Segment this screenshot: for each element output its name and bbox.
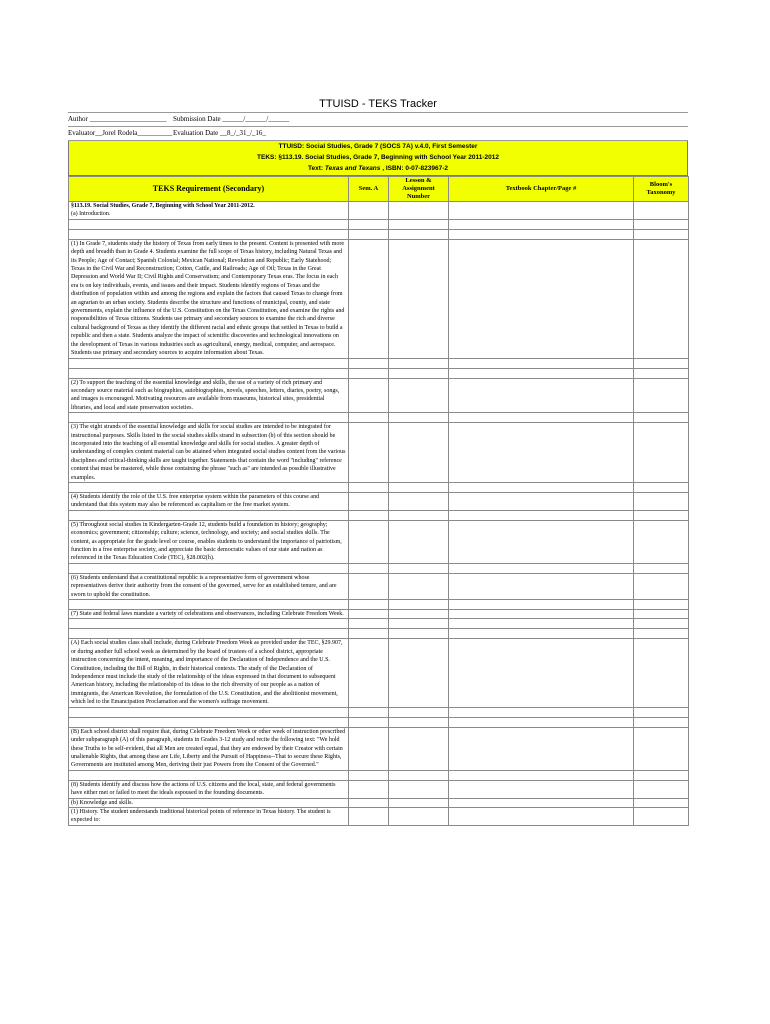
empty-cell[interactable] <box>69 770 349 780</box>
header-textbook-chapter: Textbook Chapter/Page # <box>449 177 634 202</box>
empty-cell[interactable] <box>349 413 389 423</box>
empty-cell[interactable] <box>449 510 634 520</box>
empty-row <box>69 219 689 229</box>
evaluator-field: Evaluator__Jorel Rodela__________ <box>68 129 173 137</box>
empty-cell[interactable] <box>349 510 389 520</box>
empty-cell[interactable] <box>69 510 349 520</box>
author-field: Author ______________________ <box>68 115 167 123</box>
table-row <box>69 573 689 599</box>
teks-requirement-cell <box>69 202 349 220</box>
empty-cell[interactable] <box>69 358 349 368</box>
sem-a-cell[interactable] <box>349 239 389 358</box>
teks-requirement-cell <box>69 639 349 707</box>
empty-cell[interactable] <box>389 413 449 423</box>
empty-cell[interactable] <box>389 510 449 520</box>
sem-a-cell[interactable] <box>349 520 389 563</box>
table-row <box>69 639 689 707</box>
empty-row <box>69 600 689 610</box>
teks-requirement-cell <box>69 378 349 413</box>
banner-teks-line: TEKS: §113.19. Social Studies, Grade 7, Beginning with School Year 2011-2012 <box>257 154 499 161</box>
blooms-cell[interactable] <box>634 520 689 563</box>
submission-date-field: Submission Date ______/______/______ <box>173 115 290 123</box>
blooms-cell[interactable] <box>634 378 689 413</box>
blooms-cell[interactable] <box>634 423 689 483</box>
empty-cell[interactable] <box>449 563 634 573</box>
blooms-cell[interactable] <box>634 492 689 510</box>
empty-cell[interactable] <box>349 358 389 368</box>
empty-cell[interactable] <box>69 219 349 229</box>
table-row <box>69 780 689 798</box>
empty-row <box>69 482 689 492</box>
empty-cell[interactable] <box>634 717 689 727</box>
teks-requirement-cell <box>69 423 349 483</box>
table-row <box>69 202 689 220</box>
empty-cell[interactable] <box>389 619 449 629</box>
empty-cell[interactable] <box>449 770 634 780</box>
textbook-cell[interactable] <box>449 378 634 413</box>
lesson-cell[interactable] <box>389 239 449 358</box>
header-blooms-taxonomy: Bloom's Taxonomy <box>634 177 689 202</box>
sem-a-cell[interactable] <box>349 423 389 483</box>
lesson-cell[interactable] <box>389 378 449 413</box>
course-banner <box>68 141 688 176</box>
empty-cell[interactable] <box>634 510 689 520</box>
empty-row <box>69 717 689 727</box>
teks-requirement-cell <box>69 239 349 358</box>
empty-row <box>69 563 689 573</box>
sem-a-cell[interactable] <box>349 780 389 798</box>
empty-cell[interactable] <box>349 629 389 639</box>
blooms-cell[interactable] <box>634 780 689 798</box>
textbook-cell[interactable] <box>449 239 634 358</box>
empty-cell[interactable] <box>634 368 689 378</box>
lesson-cell[interactable] <box>389 807 449 825</box>
textbook-cell[interactable] <box>449 202 634 220</box>
sem-a-cell[interactable] <box>349 378 389 413</box>
table-row <box>69 727 689 770</box>
empty-cell[interactable] <box>634 600 689 610</box>
table-row <box>69 798 689 807</box>
empty-cell[interactable] <box>389 229 449 239</box>
lesson-cell[interactable] <box>389 798 449 807</box>
textbook-cell[interactable] <box>449 423 634 483</box>
teks-requirement-cell <box>69 780 349 798</box>
empty-cell[interactable] <box>634 413 689 423</box>
header-lesson-assignment: Lesson & Assignment Number <box>389 177 449 202</box>
lesson-cell[interactable] <box>389 423 449 483</box>
requirement-text: (7) State and federal laws mandate a variety of celebrations and observances, including Celebrate Freedom Week. <box>71 611 344 618</box>
textbook-cell[interactable] <box>449 727 634 770</box>
requirement-text: (1) History. The student understands traditional historical points of reference in Texas history. The student is expected to: <box>71 808 331 824</box>
empty-cell[interactable] <box>349 717 389 727</box>
teks-requirement-cell <box>69 727 349 770</box>
empty-row <box>69 413 689 423</box>
empty-cell[interactable] <box>449 482 634 492</box>
banner-text-line <box>69 163 687 174</box>
empty-row <box>69 707 689 717</box>
sem-a-cell[interactable] <box>349 492 389 510</box>
empty-cell[interactable] <box>449 219 634 229</box>
textbook-cell[interactable] <box>449 610 634 619</box>
blooms-cell[interactable] <box>634 807 689 825</box>
empty-cell[interactable] <box>389 563 449 573</box>
textbook-cell[interactable] <box>449 520 634 563</box>
requirement-text: (6) Students understand that a constitutional republic is a representative form of government whose representatives derive their authority from the consent of the governed, serve for an established tenure, and are sworn to uphold the constitution. <box>71 574 337 598</box>
empty-cell[interactable] <box>389 482 449 492</box>
empty-cell[interactable] <box>449 229 634 239</box>
empty-cell[interactable] <box>349 619 389 629</box>
author-row <box>68 112 688 127</box>
table-row <box>69 378 689 413</box>
empty-cell[interactable] <box>349 770 389 780</box>
blooms-cell[interactable] <box>634 727 689 770</box>
lesson-cell[interactable] <box>389 780 449 798</box>
textbook-cell[interactable] <box>449 780 634 798</box>
sem-a-cell[interactable] <box>349 798 389 807</box>
table-row <box>69 807 689 825</box>
empty-cell[interactable] <box>349 368 389 378</box>
blooms-cell[interactable] <box>634 610 689 619</box>
empty-cell[interactable] <box>349 600 389 610</box>
header-teks-requirement: TEKS Requirement (Secondary) <box>69 177 349 202</box>
empty-cell[interactable] <box>349 707 389 717</box>
teks-requirement-cell <box>69 492 349 510</box>
evaluator-row <box>68 127 688 141</box>
banner-text-isbn: , ISBN: 0-07-823967-2 <box>380 165 448 172</box>
empty-cell[interactable] <box>69 229 349 239</box>
blooms-cell[interactable] <box>634 573 689 599</box>
empty-cell[interactable] <box>389 629 449 639</box>
empty-cell[interactable] <box>449 358 634 368</box>
empty-cell[interactable] <box>449 707 634 717</box>
requirement-text: (8) Students identify and discuss how the actions of U.S. citizens and the local, state, and federal governments have either met or failed to meet the ideals espoused in the founding documents. <box>71 781 336 797</box>
sem-a-cell[interactable] <box>349 610 389 619</box>
empty-cell[interactable] <box>389 717 449 727</box>
empty-cell[interactable] <box>389 707 449 717</box>
table-header-row <box>69 177 689 202</box>
empty-cell[interactable] <box>69 629 349 639</box>
empty-cell[interactable] <box>349 482 389 492</box>
empty-cell[interactable] <box>389 219 449 229</box>
empty-cell[interactable] <box>69 600 349 610</box>
teks-requirement-cell <box>69 798 349 807</box>
lesson-cell[interactable] <box>389 639 449 707</box>
empty-cell[interactable] <box>69 707 349 717</box>
sem-a-cell[interactable] <box>349 727 389 770</box>
teks-table <box>68 176 689 826</box>
teks-requirement-cell <box>69 520 349 563</box>
banner-text-prefix: Text: <box>308 165 325 172</box>
empty-cell[interactable] <box>634 482 689 492</box>
empty-cell[interactable] <box>389 600 449 610</box>
teks-requirement-cell <box>69 807 349 825</box>
empty-cell[interactable] <box>634 219 689 229</box>
lesson-cell[interactable] <box>389 727 449 770</box>
sem-a-cell[interactable] <box>349 639 389 707</box>
empty-cell[interactable] <box>69 717 349 727</box>
empty-cell[interactable] <box>634 229 689 239</box>
empty-cell[interactable] <box>389 358 449 368</box>
empty-cell[interactable] <box>449 413 634 423</box>
empty-cell[interactable] <box>389 770 449 780</box>
teks-tracker-sheet <box>68 112 688 826</box>
lesson-cell[interactable] <box>389 202 449 220</box>
empty-cell[interactable] <box>349 229 389 239</box>
lesson-cell[interactable] <box>389 573 449 599</box>
empty-cell[interactable] <box>449 619 634 629</box>
requirement-text: (B) Each school district shall require that, during Celebrate Freedom Week or other week of instruction prescribed under subparagraph (A) of this paragraph, students in Grades 3-12 study and recite the following text: "We hold these Truths to be self-evident, that all Men are created equal, that they are endowed by their Creator with certain unalienable Rights, that among these are Life, Liberty and the Pursuit of Happiness--That to secure these Rights, Governments are instituted among Men, deriving their just Powers from the Consent of the Governed." <box>71 728 346 769</box>
empty-row <box>69 510 689 520</box>
requirement-text: (5) Throughout social studies in Kindergarten-Grade 12, students build a foundation in history; geography; economics; government; citizenship; culture; science, technology, and society; and social studies skills. The content, as appropriate for the grade level or course, enables students to understand the importance of patriotism, function in a free enterprise society, and appreciate the basic democratic values of our state and nation as referenced in the Texas Education Code (TEC), §28.002(h). <box>71 521 342 562</box>
empty-cell[interactable] <box>634 629 689 639</box>
textbook-cell[interactable] <box>449 798 634 807</box>
empty-row <box>69 229 689 239</box>
requirement-text: (A) Each social studies class shall include, during Celebrate Freedom Week as provided under the TEC, §29.907, or during another full school week as determined by the board of trustees of a school district, appropriate instruction concerning the intent, meaning, and importance of the Declaration of Independence and the U.S. Constitution, including the Bill of Rights, in their historical contexts. The study of the Declaration of Independence must include the study of the relationship of the ideas expressed in that document to subsequent American history, including the relationship of its ideas to the rich diversity of our people as a nation of immigrants, the American Revolution, the formulation of the U.S. Constitution, and the abolitionist movement, which led to the Emancipation Proclamation and the women's suffrage movement. <box>71 640 343 706</box>
requirement-text: (2) To support the teaching of the essential knowledge and skills, the use of a variety of rich primary and secondary source material such as biographies, autobiographies, novels, speeches, letters, diaries, poetry, songs, and images is encouraged. Motivating resources are available from museums, historical sites, presidential libraries, and local and state preservation societies. <box>71 379 340 411</box>
sem-a-cell[interactable] <box>349 573 389 599</box>
table-row <box>69 520 689 563</box>
requirement-text: (b) Knowledge and skills. <box>71 799 133 806</box>
lesson-cell[interactable] <box>389 520 449 563</box>
requirement-text: (3) The eight strands of the essential knowledge and skills for social studies are intended to be integrated for instructional purposes. Skills listed in the social studies skills strand in subsection (b) of this section should be incorporated into the teaching of all essential knowledge and skills for social studies. A greater depth of understanding of complex content material can be attained when integrated social studies content from the various disciplines and critical-thinking skills are taught together. Statements that contain the word "including" reference content that must be mastered, while those containing the phrase "such as" are intended as possible illustrative examples. <box>71 424 346 481</box>
empty-row <box>69 770 689 780</box>
empty-cell[interactable] <box>349 563 389 573</box>
empty-cell[interactable] <box>69 482 349 492</box>
empty-cell[interactable] <box>69 619 349 629</box>
requirement-text: (4) Students identify the role of the U.S. free enterprise system within the parameters of this course and understand that this system may also be referenced as capitalism or the free market system. <box>71 493 320 509</box>
banner-course-line: TTUISD: Social Studies, Grade 7 (SOCS 7A) v.4.0, First Semester <box>278 143 478 150</box>
empty-cell[interactable] <box>69 563 349 573</box>
empty-cell[interactable] <box>449 600 634 610</box>
empty-cell[interactable] <box>69 368 349 378</box>
table-row <box>69 239 689 358</box>
textbook-cell[interactable] <box>449 573 634 599</box>
lesson-cell[interactable] <box>389 492 449 510</box>
header-sem-a: Sem. A <box>349 177 389 202</box>
blooms-cell[interactable] <box>634 639 689 707</box>
blooms-cell[interactable] <box>634 202 689 220</box>
empty-cell[interactable] <box>69 413 349 423</box>
sem-a-cell[interactable] <box>349 807 389 825</box>
textbook-cell[interactable] <box>449 492 634 510</box>
empty-row <box>69 358 689 368</box>
sem-a-cell[interactable] <box>349 202 389 220</box>
textbook-cell[interactable] <box>449 807 634 825</box>
evaluation-date-field: Evaluation Date __8_/_31_/_16_ <box>173 129 266 137</box>
requirement-text: §113.19. Social Studies, Grade 7, Beginning with School Year 2011-2012. <box>71 203 255 209</box>
empty-cell[interactable] <box>634 358 689 368</box>
lesson-cell[interactable] <box>389 610 449 619</box>
empty-cell[interactable] <box>449 368 634 378</box>
blooms-cell[interactable] <box>634 798 689 807</box>
banner-text-title: Texas and Texans <box>324 165 381 172</box>
requirement-text: (1) In Grade 7, students study the history of Texas from early times to the present. Content is presented with more depth and breadth than in Grade 4. Students examine the full scope of Texas history, including Natural Texas and its People; Age of Contact; Spanish Colonial; Mexican National; Revolution and Republic; Early Statehood; Texas in the Civil War and Reconstruction; Cotton, Cattle, and Railroads; Age of Oil; Texas in the Great Depression and World War II; Civil Rights and Conservatism; and Contemporary Texas eras. The focus in each era is on key individuals, events, and issues and their impact. Students identify regions of Texas and the distribution of population within and among the regions and explain the factors that caused Texas to change from an agrarian to an urban society. Students describe the structure and functions of municipal, county, and state governments, explain the influence of the U.S. Constitution on the Texas Constitution, and examine the rights and responsibilities of Texas citizens. Students use primary and secondary sources to examine the rich and diverse cultural background of Texas as they identify the different racial and ethnic groups that settled in Texas to build a republic and then a state. Students analyze the impact of scientific discoveries and technological innovations on the development of Texas in various industries such as agricultural, energy, medical, computer, and aerospace. Students use primary and secondary sources to acquire information about Texas. <box>71 240 345 357</box>
empty-cell[interactable] <box>349 219 389 229</box>
table-row <box>69 492 689 510</box>
empty-cell[interactable] <box>634 563 689 573</box>
textbook-cell[interactable] <box>449 639 634 707</box>
requirement-text: (a) Introduction. <box>71 211 111 218</box>
empty-row <box>69 368 689 378</box>
empty-cell[interactable] <box>449 717 634 727</box>
empty-cell[interactable] <box>449 629 634 639</box>
table-row <box>69 423 689 483</box>
empty-cell[interactable] <box>634 707 689 717</box>
empty-cell[interactable] <box>634 619 689 629</box>
table-row <box>69 610 689 619</box>
teks-requirement-cell <box>69 573 349 599</box>
empty-cell[interactable] <box>634 770 689 780</box>
empty-row <box>69 619 689 629</box>
teks-requirement-cell <box>69 610 349 619</box>
empty-row <box>69 629 689 639</box>
page-title: TTUISD - TEKS Tracker <box>319 98 437 110</box>
empty-cell[interactable] <box>389 368 449 378</box>
blooms-cell[interactable] <box>634 239 689 358</box>
